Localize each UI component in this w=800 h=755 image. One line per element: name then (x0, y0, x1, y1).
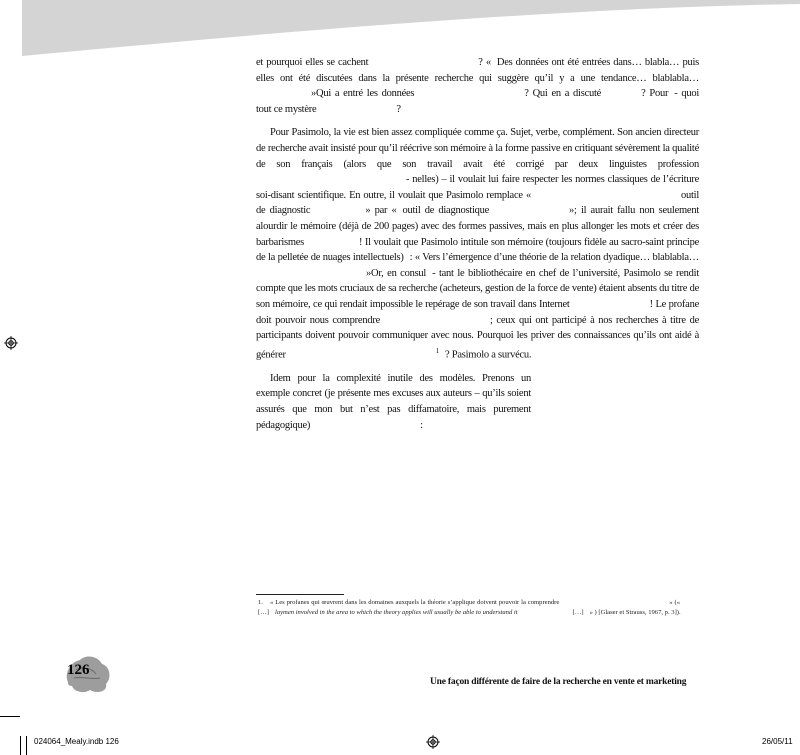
text-run: » (« (669, 599, 680, 606)
text-run: : (420, 419, 423, 431)
text-run: »; il aurait fallu non seulement alourdir le mémoire (déjà de 200 pages) avec des formes passives, mais en plus allonger les mots et créer des barbarismes (256, 205, 699, 248)
body-text (256, 55, 699, 441)
text-run: ? « (478, 57, 491, 68)
text-run: - (674, 88, 678, 100)
crop-mark (26, 736, 27, 755)
text-run: : « Vers l’émergence d’une théorie de la relation dyadique… blablabla… (409, 252, 699, 264)
header-band (0, 0, 800, 60)
paragraph-1 (256, 55, 699, 117)
text-run: nelles) – il voulait lui faire respecter les normes classiques de l’écriture soi-disant scientifique. En outre, il voulait que Pasimolo remplace « (256, 174, 699, 201)
slug-date: 26/05/11 (762, 737, 793, 746)
text-run: »Or, en consul (366, 267, 427, 279)
text-run: […] (572, 609, 584, 616)
text-run: »Qui a entré les données (311, 88, 415, 100)
text-run: ! Il voulait que Pasimolo intitule son mémoire (toujours fidèle au sacro-saint principe de la pelletée de nuages intellectuels) (256, 236, 699, 264)
text-run: outil de diagnostique (402, 205, 490, 217)
text-run: - (406, 174, 410, 186)
footnote (258, 598, 686, 618)
footnote-rule (256, 594, 344, 595)
text-run: ? (396, 103, 401, 115)
text-run: […] (258, 609, 269, 616)
page-number: 126 (67, 662, 90, 678)
text-run: laymen involved in the area to which the theory applies will usually be able to understand it (275, 609, 518, 616)
text-run: ? Pour (641, 88, 669, 100)
running-title: Une façon différente de faire de la recherche en vente et marketing (430, 677, 687, 687)
text-run: Idem pour la complexité inutile des modèles. Prenons un exemple concret (je présente mes excuses aux auteurs – qu’ils soient assurés que mon but n’est pas diffamatoire, mais purement pédagogique) (256, 372, 531, 431)
registration-mark-icon (426, 735, 440, 749)
text-run: puis elles ont été discutées dans la présente recherche qui suggère qu’il y a (256, 57, 700, 84)
text-run: Pasimolo a survécu. (451, 349, 532, 361)
text-run: » ) [Glaser et Strauss, 1967, p. 3]). (589, 609, 681, 616)
text-run: tant le bibliothécaire en chef de l’université, Pasimolo se rendit compte que les mots cruciaux de sa recherche (acheteurs, gestion de la force de vente) étaient absents du titre de son mémoire, ce qui rendait impossible le repérage de son travail dans Internet (256, 267, 700, 310)
slug-filename: 024064_Mealy.indb 126 (34, 737, 119, 746)
text-run: » (365, 205, 371, 217)
footnote-number: 1. (258, 599, 263, 606)
text-run: « Les profanes qui œuvrent dans les domaines auxquels la théorie s’applique doivent pouvoir la comprendre (270, 599, 560, 606)
text-run: Pour Pasimolo, la vie est bien assez compliquée comme ça. Sujet, verbe, complément. Son ancien directeur de recherche avait insisté pour qu’il réécrive son mémoire à la forme passive en critiquant sévèrement la qualité de son français (alors que son travail avait été corrigé par deux linguistes profession (256, 127, 699, 170)
text-run: quoi tout ce mystère (256, 88, 700, 115)
paragraph-2 (256, 125, 699, 362)
text-run: ? Qui en a discuté (524, 88, 602, 100)
text-run: et pourquoi elles se cachent (256, 57, 369, 68)
registration-mark-icon (4, 336, 18, 350)
text-run: ! Le profane doit pouvoir nous comprendre (256, 298, 699, 326)
paragraph-3 (256, 371, 531, 433)
crop-mark (20, 736, 21, 755)
text-run: par « (374, 205, 397, 217)
text-run: une tendance… blablabla… (580, 72, 699, 84)
crop-mark (0, 716, 20, 717)
text-run: Des données ont été entrées dans… blabla… (496, 57, 680, 68)
text-run: outil de diagnostic (256, 189, 699, 217)
text-run: - (432, 267, 436, 279)
text-run: ? (444, 349, 450, 361)
footnote-ref: 1 (435, 346, 439, 355)
text-run: ; ceux qui ont participé à nos recherches à titre de participants doivent pouvoir communiquer avec nous. Pourquoi les priver des connaissances qu’ils ont aidé à générer (256, 314, 699, 361)
